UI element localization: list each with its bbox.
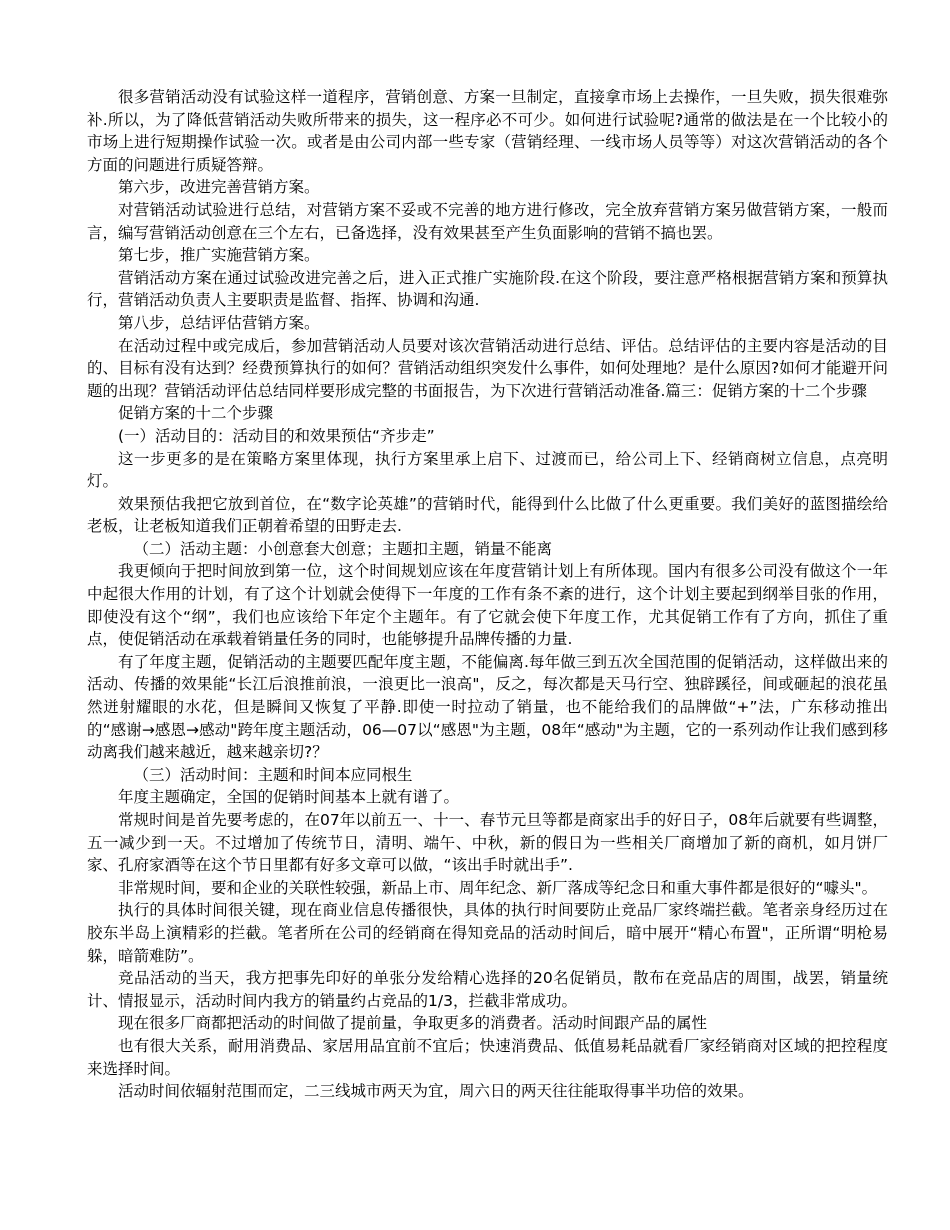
paragraph: 也有很大关系，耐用消费品、家居用品宜前不宜后；快速消费品、低值易耗品就看厂家经销商对区域的把控程度来选择时间。 <box>87 1036 888 1078</box>
paragraph: 对营销活动试验进行总结，对营销方案不妥或不完善的地方进行修改，完全放弃营销方案另做营销方案，一般而言，编写营销活动创意在三个左右，已备选择，没有效果甚至产生负面影响的营销不搞也罢。 <box>87 200 888 242</box>
paragraph: 效果预估我把它放到首位，在“数字论英雄”的营销时代，能得到什么比做了什么更重要。我们美好的蓝图描绘给老板，让老板知道我们正朝着希望的田野走去. <box>87 494 888 536</box>
paragraph: 年度主题确定，全国的促销时间基本上就有谱了。 <box>118 788 460 807</box>
paragraph: 活动时间依辐射范围而定，二三线城市两天为宜，周六日的两天往往能取得事半功倍的效果。 <box>118 1082 754 1101</box>
paragraph: 在活动过程中或完成后，参加营销活动人员要对该次营销活动进行总结、评估。总结评估的主要内容是活动的目的、目标有没有达到？经费预算执行的如何？营销活动组织突发什么事件，如何处理地？是什么原因?如何才能避开问题的出现？营销活动评估总结同样要形成完整的书面报告，为下次进行营销活动准备.篇三：促销方案的十二个步骤 <box>87 336 888 400</box>
paragraph: （三）活动时间：主题和时间本应同根生 <box>133 765 413 784</box>
paragraph: 第八步，总结评估营销方案。 <box>118 313 320 332</box>
paragraph: (一）活动目的：活动目的和效果预估“齐步走” <box>118 426 435 445</box>
paragraph: 非常规时间，要和企业的关联性较强，新品上市、周年纪念、新厂落成等纪念日和重大事件都是很好的“噱头"。 <box>118 878 878 897</box>
paragraph: 第六步，改进完善营销方案。 <box>118 178 320 197</box>
paragraph: 营销活动方案在通过试验改进完善之后，进入正式推广实施阶段.在这个阶段，要注意严格根据营销方案和预算执行，营销活动负责人主要职责是监督、指挥、协调和沟通. <box>87 268 888 310</box>
paragraph: 我更倾向于把时间放到第一位，这个时间规划应该在年度营销计划上有所体现。国内有很多公司没有做这个一年中起很大作用的计划，有了这个计划就会使得下一年度的工作有条不紊的进行，这个计划主要起到纲举目张的作用，即使没有这个“纲”，我们也应该给下年定个主题年。有了它就会使下年度工作，尤其促销工作有了方向，抓住了重点，使促销活动在承载着销量任务的同时，也能够提升品牌传播的力量. <box>87 562 888 649</box>
paragraph: 很多营销活动没有试验这样一道程序，营销创意、方案一旦制定，直接拿市场上去操作，一旦失败，损失很难弥补.所以，为了降低营销活动失败所带来的损失，这一程序必不可少。如何进行试验呢?通常的做法是在一个比较小的市场上进行短期操作试验一次。或者是由公司内部一些专家（营销经理、一线市场人员等等）对这次营销活动的各个方面的问题进行质疑答辩。 <box>87 88 888 174</box>
paragraph: 促销方案的十二个步骤 <box>118 404 274 423</box>
paragraph: 执行的具体时间很关键，现在商业信息传播很快，具体的执行时间要防止竞品厂家终端拦截。笔者亲身经历过在胶东半岛上演精彩的拦截。笔者所在公司的经销商在得知竞品的活动时间后，暗中展开“精心布置"，正所谓“明枪易躲，暗箭难防”。 <box>87 901 888 965</box>
paragraph: 这一步更多的是在策略方案里体现，执行方案里承上启下、过渡而已，给公司上下、经销商树立信息，点亮明灯。 <box>87 449 888 491</box>
paragraph: （二）活动主题：小创意套大创意；主题扣主题，销量不能离 <box>133 539 553 558</box>
paragraph: 有了年度主题，促销活动的主题要匹配年度主题，不能偏离.每年做三到五次全国范围的促销活动，这样做出来的活动、传播的效果能“长江后浪推前浪，一浪更比一浪高"，反之，每次都是天马行空、独辟蹊径，间或砸起的浪花虽然迸射耀眼的水花，但是瞬间又恢复了平静.即使一时拉动了销量，也不能给我们的品牌做“+”法，广东移动推出的“感谢→感恩→感动"跨年度主题活动，06—07以“感恩"为主题，08年“感动"为主题，它的一系列动作让我们感到移动离我们越来越近，越来越亲切?？ <box>87 652 888 762</box>
paragraph: 常规时间是首先要考虑的，在07年以前五一、十一、春节元旦等都是商家出手的好日子，08年后就要有些调整，五一减少到一天。不过增加了传统节日，清明、端午、中秋，新的假日为一些相关厂商增加了新的商机，如月饼厂家、孔府家酒等在这个节日里都有好多文章可以做，“该出手时就出手”. <box>87 811 888 875</box>
paragraph: 竞品活动的当天，我方把事先印好的单张分发给精心选择的20名促销员，散布在竞品店的周围，战罢，销量统计、情报显示，活动时间内我方的销量约占竞品的1/3，拦截非常成功。 <box>87 969 888 1010</box>
paragraph: 第七步，推广实施营销方案。 <box>118 246 320 265</box>
document-body <box>87 86 888 1103</box>
paragraph: 现在很多厂商都把活动的时间做了提前量，争取更多的消费者。活动时间跟产品的属性 <box>118 1014 708 1033</box>
